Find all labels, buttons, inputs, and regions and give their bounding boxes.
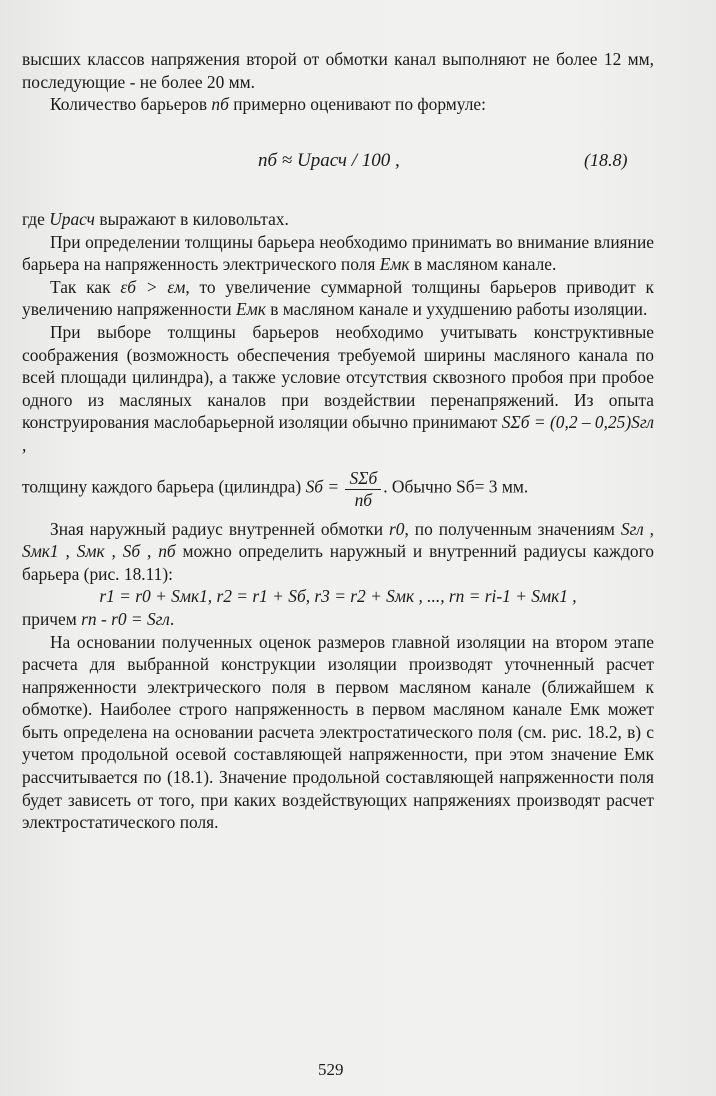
thickness-variable: Eмк (379, 254, 410, 275)
formula-expression: nб ≈ Uрасч / 100 , (258, 150, 400, 171)
radius-values: Sгл , Sмк1 , Sмк , Sб , nб (22, 518, 654, 562)
since-condition: εб > εм (120, 276, 186, 297)
paragraph-moreover (22, 608, 654, 631)
paragraph-top-text: высших классов напряжения второй от обмотки канал выполняют не более 12 мм, последующие - не более 20 мм. (22, 49, 654, 92)
moreover-end: . (169, 608, 175, 629)
where-intro: где (22, 209, 45, 229)
paragraph-top (22, 48, 654, 116)
where-variable: Uрасч (49, 209, 95, 229)
paragraph-barrier-count (22, 93, 654, 116)
choice-text: При выборе толщины барьеров необходимо учитывать конструктивные соображения (возможность обеспечения требуемой ширины масляного канала по всей площади цилиндра), а также условие отсутствия сквозного пробоя при пробое одного из масляных каналов при воздействии перенапряжений. Из опыта конструирования маслобарьерной изоляции обычно принимают (22, 321, 654, 433)
paragraph-final: На основании полученных оценок размеров главной изоляции на втором этапе расчета для выбранной конструкции изоляции производят уточненный расчет напряженности электрического поля в первом масляном канале (ближайшем к обмотке). Наиболее строго напряженность в первом масляном канале Eмк может быть определена на основании расчета электростатического поля (см. рис. 18.2, в) с учетом продольной осевой составляющей напряженности, при этом значение Eмк рассчитывается по (18.1). Значение продольной составляющей напряженности поля будет зависеть от того, при каких воздействующих напряжениях производят расчет электростатического поля. (22, 631, 654, 833)
barrier-thickness-fraction (345, 467, 381, 510)
radius-variable: r0 (389, 518, 405, 539)
barrier-count-variable: nб (211, 94, 229, 115)
paragraph-thickness (22, 231, 654, 276)
thickness-rest: в масляном канале. (413, 254, 557, 275)
paragraph-since (22, 276, 654, 321)
barrier-thickness-text: толщину каждого барьера (цилиндра) (22, 476, 302, 497)
moreover-equation: rn - r0 = Sгл (81, 608, 170, 629)
fraction-numerator: SΣб (345, 467, 381, 490)
barrier-thickness-rest: . Обычно Sб= 3 мм. (383, 476, 529, 497)
formula-total-thickness: SΣб = (0,2 – 0,25)Sгл , (22, 412, 654, 455)
where-rest: выражают в киловольтах. (99, 209, 289, 229)
paragraph-barrier-thickness (22, 467, 654, 510)
since-rest: в масляном канале и ухудшению работы изоляции. (270, 299, 648, 320)
barrier-count-intro: Количество барьеров (50, 94, 208, 115)
formula-radii: r1 = r0 + Sмк1, r2 = r1 + Sб, r3 = r2 + Sмк , ..., rn = ri-1 + Sмк1 , (99, 586, 577, 607)
radius-text: , по полученным значениям (404, 518, 615, 539)
since-variable: Eмк (235, 299, 266, 320)
main-text (22, 208, 654, 834)
paragraph-radius (22, 518, 654, 586)
fraction-denominator: nб (354, 489, 373, 510)
radius-rest: можно определить наружный и внутренний радиусы каждого барьера (рис. 18.11): (22, 541, 654, 584)
paragraph-choice (22, 321, 654, 457)
since-intro: Так как (50, 276, 111, 297)
thickness-text: При определении толщины барьера необходимо принимать во внимание влияние барьера на напряженность электрического поля (22, 231, 654, 275)
formula-18-8 (0, 150, 716, 180)
since-text: , то увеличение суммарной толщины барьеров приводит к увеличению напряженности (22, 276, 654, 320)
moreover-intro: причем (22, 608, 77, 629)
radius-intro: Зная наружный радиус внутренней обмотки (50, 518, 384, 539)
barrier-thickness-lhs: Sб = (305, 476, 340, 497)
barrier-count-rest: примерно оценивают по формуле: (233, 94, 486, 115)
paragraph-where (22, 208, 654, 231)
formula-number: (18.8) (584, 150, 628, 170)
page-number: 529 (318, 1060, 344, 1079)
